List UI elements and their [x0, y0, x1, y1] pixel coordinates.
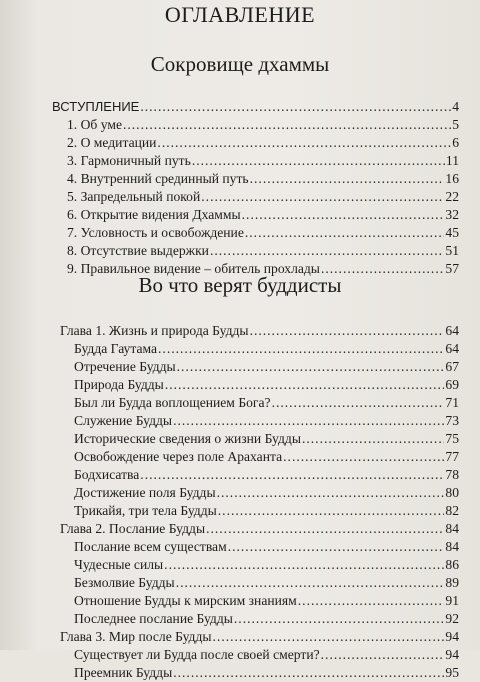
dot-leader	[234, 610, 445, 628]
toc-entry-title: Глава 2. Послание Будды	[60, 521, 206, 536]
toc-entry	[52, 170, 459, 188]
toc-entry-page: 71	[445, 395, 459, 410]
toc-entry-title: 2. О медитации	[67, 135, 157, 150]
toc-entry	[52, 340, 459, 358]
toc-entry	[52, 188, 459, 206]
toc-entry-title: 7. Условность и освобождение	[67, 225, 244, 240]
toc-entry	[52, 206, 459, 224]
toc-entry-page: 84	[445, 521, 459, 536]
toc-entry-title: Служение Будды	[74, 413, 173, 428]
toc-entry	[52, 664, 459, 682]
toc-entry	[52, 412, 459, 430]
toc-entry-page: 6	[452, 135, 459, 150]
toc-entry-page: 75	[445, 431, 459, 446]
toc-entry-title: Глава 3. Мир после Будды	[60, 629, 212, 644]
toc-entry-page: 57	[445, 261, 459, 276]
dot-leader	[250, 170, 445, 188]
dot-leader	[213, 628, 445, 646]
toc-entry-page: 5	[452, 117, 459, 132]
toc-entry	[52, 224, 459, 242]
toc-entry-title: Был ли Будда воплощением Бога?	[74, 395, 271, 410]
toc-entry-title: Глава 1. Жизнь и природа Будды	[60, 323, 249, 338]
toc-entry-page: 4	[452, 99, 459, 114]
toc-entry-page: 22	[445, 189, 459, 204]
toc-entry-title: Достижение поля Будды	[74, 485, 216, 500]
toc-entry-title: Освобождение через поле Араханта	[74, 449, 283, 464]
dot-leader	[158, 340, 444, 358]
toc-entry	[52, 610, 459, 628]
toc-entry-title: Преемник Будды	[74, 665, 173, 680]
toc-entry-title: Природа Будды	[74, 377, 164, 392]
dot-leader	[140, 98, 451, 116]
toc-entry-title: Безмолвие Будды	[74, 575, 175, 590]
toc-entry-page: 67	[445, 359, 459, 374]
dot-leader	[321, 646, 445, 664]
toc-entry-title: Исторические сведения о жизни Будды	[74, 431, 301, 446]
dot-leader	[217, 484, 445, 502]
dot-leader	[164, 556, 444, 574]
toc-entry-title: 9. Правильное видение – обитель прохлады	[67, 261, 320, 276]
toc-entry-page: 73	[445, 413, 459, 428]
toc-entry-title: 1. Об уме	[67, 117, 122, 132]
toc-entry	[52, 242, 459, 260]
toc-entry-title: 4. Внутренний срединный путь	[67, 171, 249, 186]
toc-entry-page: 11	[445, 153, 459, 168]
dot-leader	[123, 116, 451, 134]
toc-entry-title: Существует ли Будда после своей смерти?	[74, 647, 320, 662]
toc-entry-title: 3. Гармоничный путь	[67, 153, 191, 168]
toc-entry-title: 8. Отсутствие выдержки	[67, 243, 209, 258]
dot-leader	[250, 322, 445, 340]
toc-entry-title: ВСТУПЛЕНИЕ	[52, 99, 140, 114]
toc-entry-page: 51	[445, 243, 459, 258]
toc-entry	[52, 322, 459, 340]
toc-entry	[52, 592, 459, 610]
dot-leader	[157, 134, 451, 152]
toc-entry	[52, 448, 459, 466]
toc-entry	[52, 134, 459, 152]
dot-leader	[140, 466, 444, 484]
toc-entry-title: Трикайя, три тела Будды	[74, 503, 217, 518]
toc-entry-page: 69	[445, 377, 459, 392]
dot-leader	[176, 574, 445, 592]
toc-entry-title: Послание всем существам	[74, 539, 227, 554]
toc-entry-page: 92	[445, 611, 459, 626]
toc-entry-page: 94	[445, 647, 459, 662]
dot-leader	[283, 448, 444, 466]
toc-section-1	[52, 98, 459, 278]
toc-entry	[52, 538, 459, 556]
toc-entry	[52, 466, 459, 484]
toc-entry	[52, 502, 459, 520]
section-title-1: Сокровище дхаммы	[150, 52, 330, 76]
dot-leader	[218, 502, 445, 520]
toc-entry	[52, 358, 459, 376]
toc-entry-title: Чудесные силы	[74, 557, 164, 572]
toc-entry	[52, 556, 459, 574]
dot-leader	[165, 376, 445, 394]
toc-entry-page: 64	[445, 323, 459, 338]
toc-entry-page: 45	[445, 225, 459, 240]
toc-entry-page: 95	[445, 665, 459, 680]
toc-entry-page: 91	[445, 593, 459, 608]
dot-leader	[173, 664, 444, 682]
toc-entry-title: 5. Запредельный покой	[67, 189, 201, 204]
toc-entry-page: 80	[445, 485, 459, 500]
toc-entry	[52, 394, 459, 412]
toc-entry-page: 77	[445, 449, 459, 464]
toc-entry	[52, 116, 459, 134]
toc-entry	[52, 646, 459, 664]
toc-entry	[52, 376, 459, 394]
toc-entry-page: 78	[445, 467, 459, 482]
toc-entry	[52, 574, 459, 592]
toc-entry	[52, 152, 459, 170]
dot-leader	[298, 592, 445, 610]
toc-entry	[52, 484, 459, 502]
toc-entry-page: 64	[445, 341, 459, 356]
toc-entry-title: Бодхисатва	[74, 467, 140, 482]
toc-entry-page: 32	[445, 207, 459, 222]
toc-entry	[52, 98, 459, 116]
dot-leader	[192, 152, 445, 170]
toc-entry-title: Будда Гаутама	[74, 341, 158, 356]
toc-entry	[52, 520, 459, 538]
toc-entry-title: Последнее послание Будды	[74, 611, 233, 626]
page-title: ОГЛАВЛЕНИЕ	[164, 2, 316, 27]
toc-entry-title: Отношение Будды к мирским знаниям	[74, 593, 297, 608]
section-title-2: Во что верят буддисты	[138, 273, 342, 297]
dot-leader	[206, 520, 444, 538]
dot-leader	[210, 242, 444, 260]
dot-leader	[177, 358, 445, 376]
toc-section-2	[52, 322, 459, 682]
toc-entry-page: 82	[445, 503, 459, 518]
dot-leader	[242, 206, 445, 224]
dot-leader	[201, 188, 444, 206]
toc-entry-page: 94	[445, 629, 459, 644]
dot-leader	[228, 538, 445, 556]
toc-entry-title: Отречение Будды	[74, 359, 176, 374]
dot-leader	[272, 394, 445, 412]
dot-leader	[245, 224, 445, 242]
dot-leader	[173, 412, 444, 430]
toc-entry-page: 84	[445, 539, 459, 554]
toc-entry-page: 89	[445, 575, 459, 590]
toc-entry-page: 16	[445, 171, 459, 186]
toc-entry-page: 86	[445, 557, 459, 572]
dot-leader	[302, 430, 444, 448]
toc-entry-title: 6. Открытие видения Дхаммы	[67, 207, 241, 222]
toc-entry	[52, 628, 459, 646]
toc-entry	[52, 430, 459, 448]
